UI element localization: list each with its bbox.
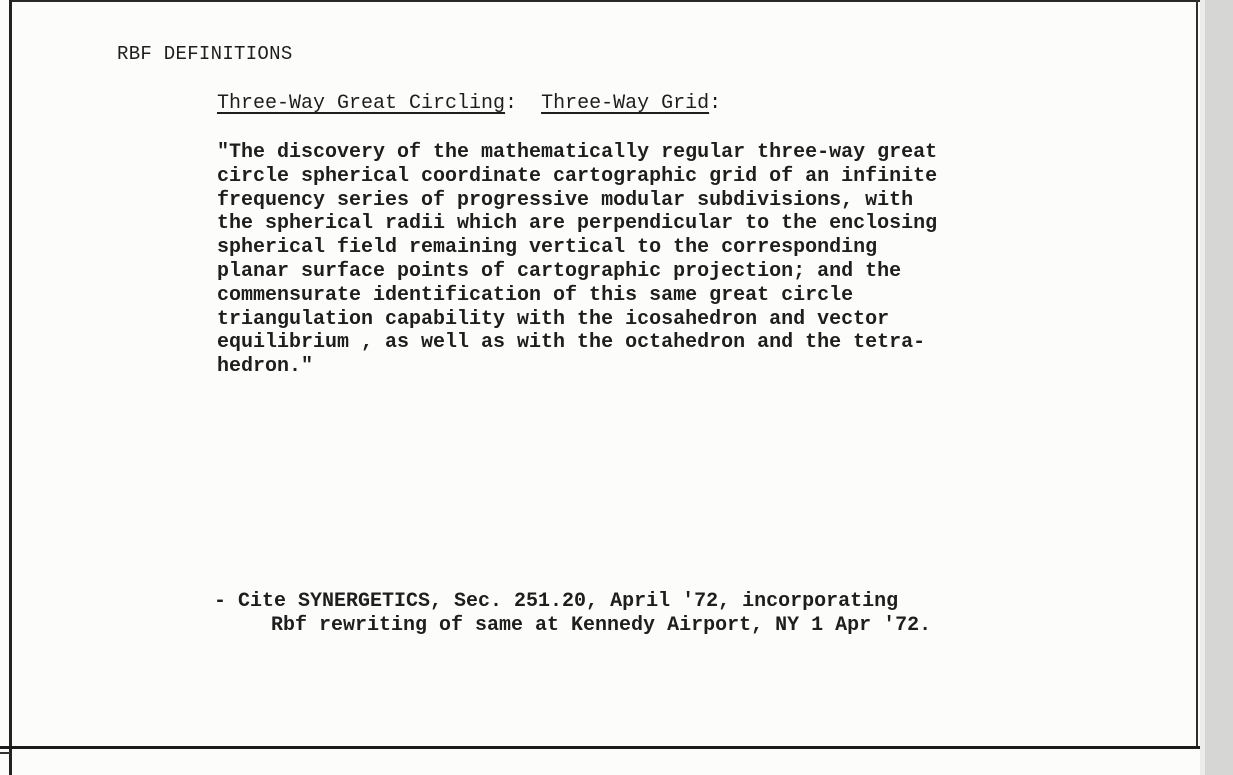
quote-line: triangulation capability with the icosahedron and vector bbox=[217, 307, 890, 331]
term-three-way-great-circling: Three-Way Great Circling bbox=[217, 92, 506, 115]
card-top-rule bbox=[10, 0, 1200, 2]
quote-line: spherical field remaining vertical to the corresponding bbox=[217, 236, 878, 260]
citation-line-1: - Cite SYNERGETICS, Sec. 251.20, April '72, incorporating bbox=[214, 590, 899, 613]
card-right-rule bbox=[1196, 0, 1198, 748]
card-bottom-rule bbox=[0, 746, 1200, 749]
quote-line: hedron." bbox=[217, 355, 314, 379]
quote-line: "The discovery of the mathematically regular three-way great bbox=[217, 141, 938, 164]
definition-heading bbox=[217, 92, 721, 115]
heading-separator: : bbox=[505, 92, 542, 115]
card-header: RBF DEFINITIONS bbox=[117, 43, 293, 65]
quote-line: frequency series of progressive modular subdivisions, with bbox=[217, 188, 914, 212]
background-strip bbox=[1205, 0, 1233, 775]
definition-quote bbox=[217, 141, 1117, 379]
quote-line: commensurate identification of this same great circle bbox=[217, 283, 854, 307]
quote-line: the spherical radii which are perpendicular to the enclosing bbox=[217, 212, 938, 236]
citation-line-2: Rbf rewriting of same at Kennedy Airport, NY 1 Apr '72. bbox=[271, 614, 932, 637]
quote-line: equilibrium , as well as with the octahedron and the tetra- bbox=[217, 331, 926, 355]
quote-line: planar surface points of cartographic projection; and the bbox=[217, 259, 902, 283]
term-three-way-grid: Three-Way Grid bbox=[541, 92, 710, 115]
heading-trailing-colon: : bbox=[709, 92, 722, 115]
card-bottom-rule-stub bbox=[0, 752, 10, 754]
quote-line: circle spherical coordinate cartographic grid of an infinite bbox=[217, 164, 938, 188]
card-left-rule bbox=[9, 0, 12, 775]
